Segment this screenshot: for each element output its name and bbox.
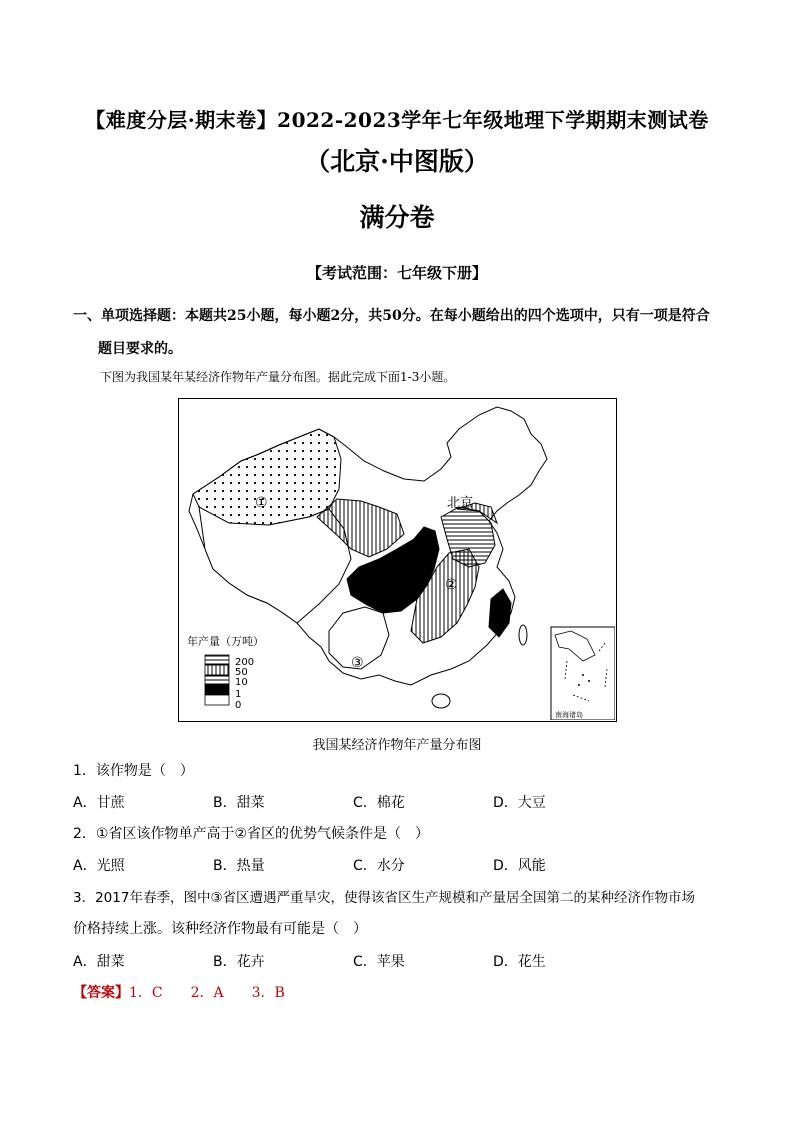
question-intro: 下图为我国某年某经济作物年产量分布图。据此完成下面1-3小题。 xyxy=(100,370,456,384)
q3-option-a: A．甜菜 xyxy=(73,954,125,970)
label-region-2: ② xyxy=(445,577,458,593)
question-3-stem-line2: 价格持续上涨。该种经济作物最有可能是（ ） xyxy=(73,921,367,937)
q1-option-d: D．大豆 xyxy=(493,795,546,811)
q3-option-d: D．花生 xyxy=(493,954,546,970)
legend-value-0: 0 xyxy=(235,700,242,711)
question-1-stem: 1．该作物是（ ） xyxy=(73,763,194,779)
label-beijing: 北京 xyxy=(447,496,474,511)
q1-option-b: B．甜菜 xyxy=(213,795,265,811)
q2-option-c: C．水分 xyxy=(353,858,405,874)
legend-swatch-1 xyxy=(205,685,229,695)
document-subtitle: （北京·中图版） xyxy=(305,147,489,176)
china-map-figure xyxy=(178,398,617,722)
section-heading xyxy=(73,300,733,366)
region-taiwan xyxy=(519,625,527,645)
paper-type: 满分卷 xyxy=(359,203,435,232)
legend-value-10: 10 xyxy=(235,677,248,688)
region-1-xinjiang xyxy=(193,429,341,527)
section-heading-line2: 题目要求的。 xyxy=(98,341,182,357)
answer-line xyxy=(73,982,285,1002)
answer-tag: 【答案】 xyxy=(73,985,129,1001)
q1-option-c: C．棉花 xyxy=(353,795,405,811)
q3-option-c: C．苹果 xyxy=(353,954,405,970)
legend-title: 年产量（万吨） xyxy=(187,635,264,648)
legend-value-200: 200 xyxy=(235,657,255,668)
legend-swatch-10 xyxy=(205,675,229,685)
inset-label: 南海诸岛 xyxy=(555,711,583,719)
legend-swatch-50 xyxy=(205,665,229,675)
label-region-1: ① xyxy=(255,495,268,511)
q2-option-b: B．热量 xyxy=(213,858,265,874)
legend-swatch-0 xyxy=(205,695,229,705)
q3-option-b: B．花卉 xyxy=(213,954,265,970)
label-region-3: ③ xyxy=(351,655,364,671)
exam-scope: 【考试范围：七年级下册】 xyxy=(306,264,487,282)
answer-values: 1．C 2．A 3．B xyxy=(129,985,285,1001)
document-title: 【难度分层·期末卷】2022-2023学年七年级地理下学期期末测试卷 xyxy=(85,108,709,132)
legend-swatch-200 xyxy=(205,655,229,665)
china-map-svg xyxy=(179,399,615,720)
q1-option-a: A．甘蔗 xyxy=(73,795,125,811)
section-heading-line1: 一、单项选择题：本题共25小题，每小题2分，共50分。在每小题给出的四个选项中，只有一项是符合 xyxy=(73,308,710,324)
q2-option-d: D．风能 xyxy=(493,858,546,874)
legend-value-50: 50 xyxy=(235,667,248,678)
map-caption: 我国某经济作物年产量分布图 xyxy=(312,738,482,753)
legend-value-1: 1 xyxy=(235,689,242,700)
region-hainan xyxy=(432,694,450,708)
q2-option-a: A．光照 xyxy=(73,858,125,874)
question-2-stem: 2．①省区该作物单产高于②省区的优势气候条件是（ ） xyxy=(73,826,430,842)
question-3-stem-line1: 3．2017年春季，图中③省区遭遇严重旱灾，使得该省区生产规模和产量居全国第二的某种经济作物市场 xyxy=(73,890,696,906)
